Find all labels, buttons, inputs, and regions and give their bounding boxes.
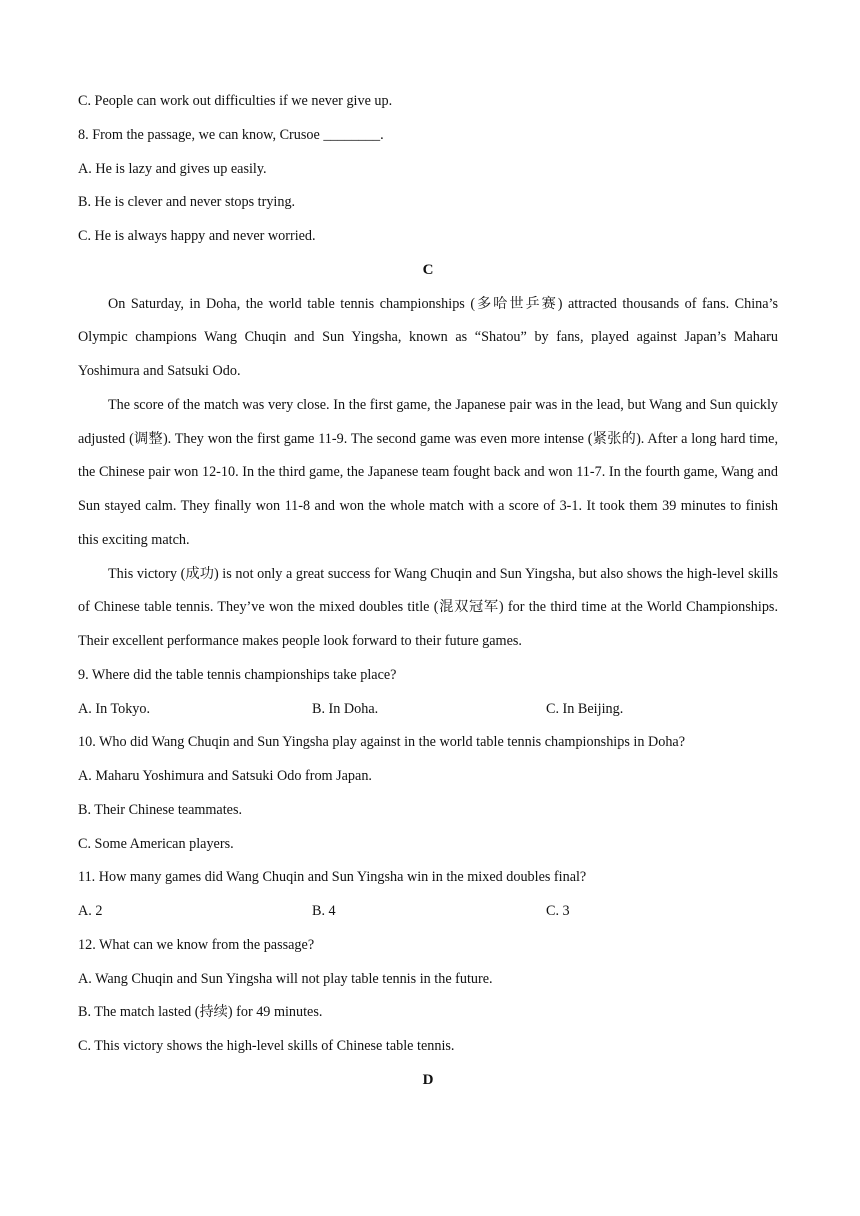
passage-paragraph-2: The score of the match was very close. In the first game, the Japanese pair was in the lead, but Wang and Sun quickly adjusted (调整). They won the first game 11-9. The second game was even more intense (紧张的). After a long hard time, the Chinese pair won 12-10. In the third game, the Japanese team fought back and won 11-7. In the fourth game, Wang and Sun stayed calm. They finally won 11-8 and won the whole match with a score of 3-1. It took them 39 minutes to finish this exciting match. — [78, 396, 778, 548]
q7-option-c: C. People can work out difficulties if we never give up. — [78, 93, 393, 109]
q8-option-c: C. He is always happy and never worried. — [78, 228, 316, 244]
document-page — [78, 85, 778, 1098]
q10-option-c: C. Some American players. — [78, 835, 234, 852]
q9-option-a: A. In Tokyo. — [78, 700, 151, 717]
q10-question: 10. Who did Wang Chuqin and Sun Yingsha play against in the world table tennis championships in Doha? — [78, 734, 686, 751]
section-d-heading: D — [422, 1071, 434, 1088]
q10-option-b: B. Their Chinese teammates. — [78, 801, 243, 818]
q10-option-a: A. Maharu Yoshimura and Satsuki Odo from Japan. — [78, 768, 372, 784]
q11-option-b: B. 4 — [312, 903, 336, 919]
q11-option-c: C. 3 — [546, 903, 570, 919]
q8-option-b: B. He is clever and never stops trying. — [78, 194, 296, 211]
q9-question: 9. Where did the table tennis championships take place? — [78, 666, 397, 683]
passage-paragraph-3: This victory (成功) is not only a great success for Wang Chuqin and Sun Yingsha, but also shows the high-level skills of Chinese table tennis. They’ve won the mixed doubles title (混双冠军) for the third time at the World Championships. Their excellent performance makes people look forward to their future games. — [78, 565, 778, 649]
q9-option-c: C. In Beijing. — [546, 700, 624, 717]
q11-question: 11. How many games did Wang Chuqin and Sun Yingsha win in the mixed doubles final? — [78, 869, 587, 886]
q12-option-a: A. Wang Chuqin and Sun Yingsha will not play table tennis in the future. — [78, 970, 493, 987]
passage-paragraph-1: On Saturday, in Doha, the world table tennis championships (多哈世乒赛) attracted thousands of fans. China’s Olympic champions Wang Chuqin and Sun Yingsha, known as “Shatou” by fans, played against Japan’s Maharu Yoshimura and Satsuki Odo. — [78, 295, 778, 379]
q8-question: 8. From the passage, we can know, Crusoe ________. — [78, 126, 384, 143]
section-c-heading: C — [422, 261, 434, 278]
q12-question: 12. What can we know from the passage? — [78, 936, 315, 953]
q11-options — [78, 895, 778, 929]
q11-option-a: A. 2 — [78, 903, 103, 919]
q12-option-b: B. The match lasted (持续) for 49 minutes. — [78, 1004, 323, 1021]
q9-options — [78, 693, 778, 727]
q8-option-a: A. He is lazy and gives up easily. — [78, 160, 267, 177]
q9-option-b: B. In Doha. — [312, 700, 379, 717]
q12-option-c: C. This victory shows the high-level skills of Chinese table tennis. — [78, 1038, 455, 1054]
